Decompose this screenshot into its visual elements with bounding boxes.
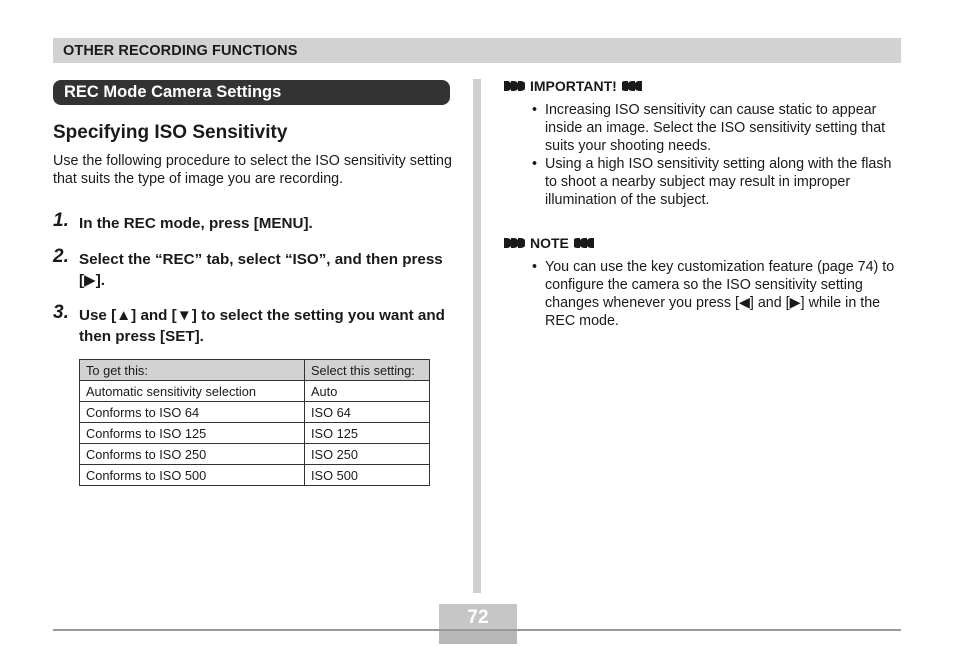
note-list — [532, 258, 904, 330]
table-row — [80, 381, 430, 402]
header-section-label: OTHER RECORDING FUNCTIONS — [63, 43, 298, 59]
intro-paragraph: Use the following procedure to select the ISO sensitivity setting that suits the type of image you are recording. — [53, 153, 452, 187]
table-cell: Conforms to ISO 64 — [80, 402, 305, 423]
table-header-row — [80, 360, 430, 381]
table-cell: ISO 125 — [305, 423, 430, 444]
important-label: IMPORTANT! — [530, 78, 617, 94]
table-cell: Conforms to ISO 250 — [80, 444, 305, 465]
iso-settings-table — [79, 359, 430, 486]
page-number-box — [439, 604, 517, 629]
table-cell: ISO 64 — [305, 402, 430, 423]
important-list — [532, 101, 904, 209]
important-heading — [503, 78, 644, 94]
table-cell: ISO 500 — [305, 465, 430, 486]
callout-close-marks-icon — [622, 80, 644, 92]
table-cell: ISO 250 — [305, 444, 430, 465]
table-header-cell: Select this setting: — [305, 360, 430, 381]
step-text: In the REC mode, press [MENU]. — [79, 215, 313, 232]
page-number: 72 — [467, 607, 489, 628]
table-row — [80, 423, 430, 444]
step-text: Use [▲] and [▼] to select the setting you want and then press [SET]. — [79, 307, 445, 345]
step-number: 1. — [53, 210, 69, 231]
section-heading-label: REC Mode Camera Settings — [64, 83, 282, 101]
step-number: 3. — [53, 302, 69, 323]
list-item: • You can use the key customization feature (page 74) to configure the camera so the ISO sensitivity setting changes whenever you press [◀] and [▶] while in the REC mode. — [532, 258, 904, 330]
header-bar — [53, 38, 901, 63]
table-header-cell: To get this: — [80, 360, 305, 381]
list-item: • Using a high ISO sensitivity setting along with the flash to shoot a nearby subject may result in improper illumination of the subject. — [532, 155, 904, 209]
callout-open-marks-icon — [503, 80, 525, 92]
table-row — [80, 444, 430, 465]
table-row — [80, 465, 430, 486]
table-cell: Conforms to ISO 125 — [80, 423, 305, 444]
page-number-tab — [439, 631, 517, 644]
page-title: Specifying ISO Sensitivity — [53, 122, 288, 143]
column-divider — [473, 79, 481, 593]
table-cell: Auto — [305, 381, 430, 402]
callout-close-marks-icon — [574, 237, 596, 249]
step-text: Select the “REC” tab, select “ISO”, and then press [▶]. — [79, 251, 443, 289]
step-number: 2. — [53, 246, 69, 267]
table-cell: Automatic sensitivity selection — [80, 381, 305, 402]
list-item: • Increasing ISO sensitivity can cause static to appear inside an image. Select the ISO sensitivity setting that suits your shooting needs. — [532, 101, 904, 155]
section-heading — [53, 80, 450, 105]
table-row — [80, 402, 430, 423]
note-label: NOTE — [530, 235, 569, 251]
table-cell: Conforms to ISO 500 — [80, 465, 305, 486]
note-heading — [503, 235, 596, 251]
callout-open-marks-icon — [503, 237, 525, 249]
